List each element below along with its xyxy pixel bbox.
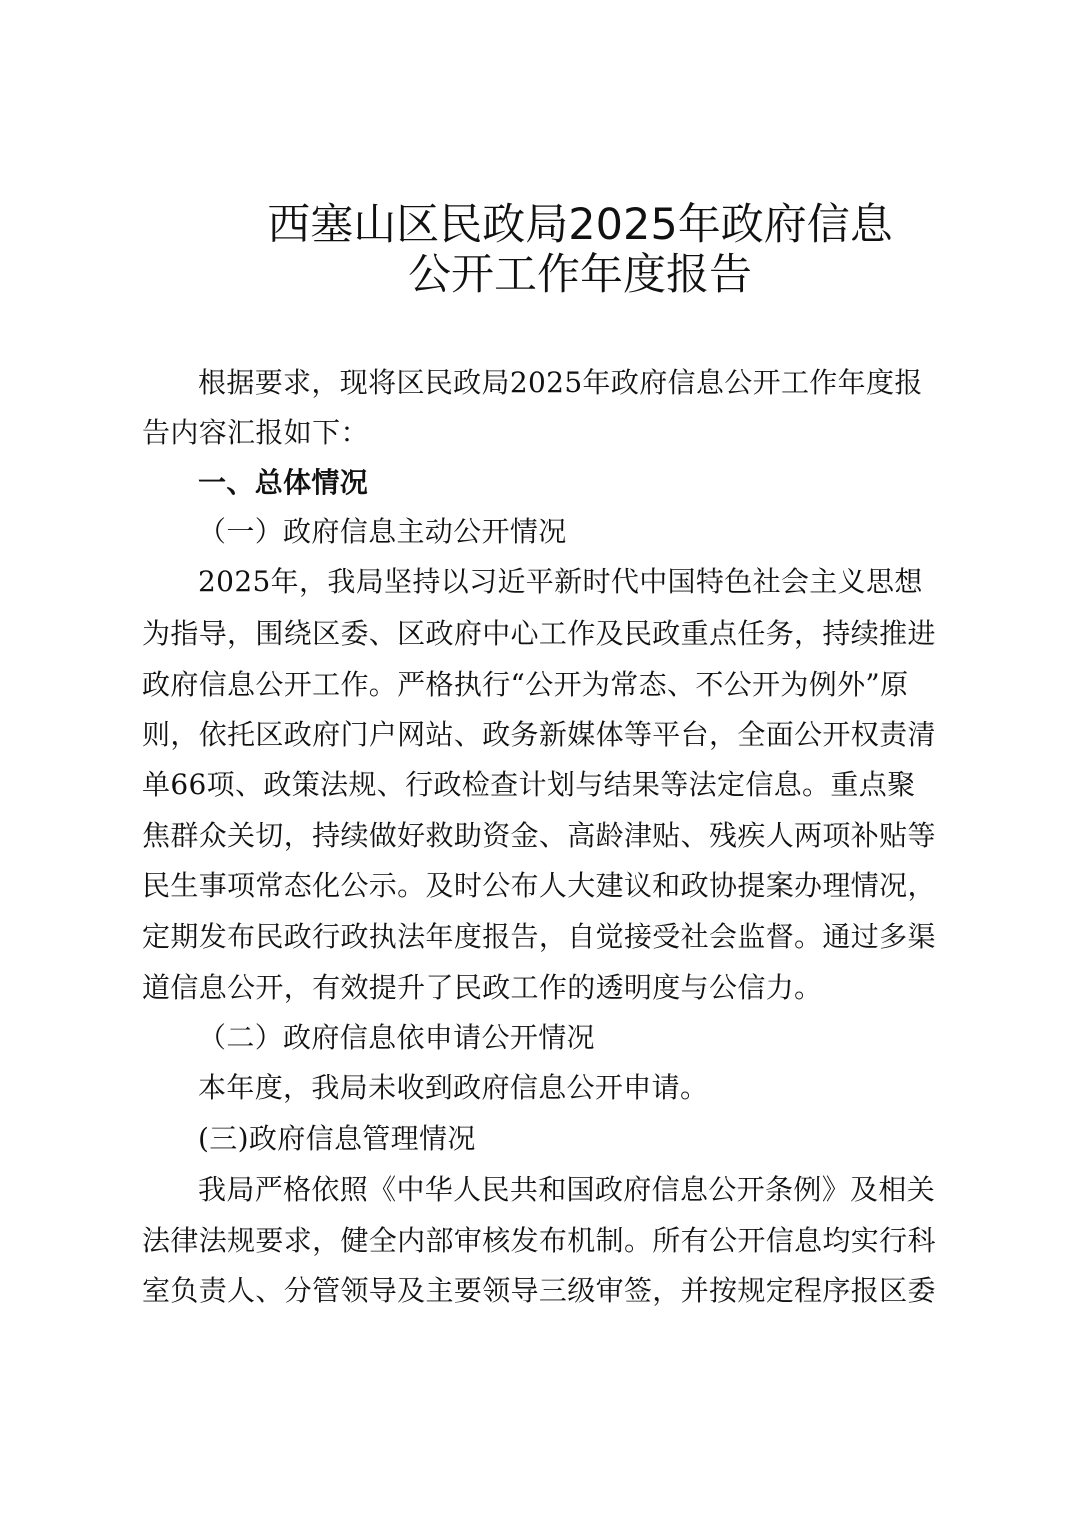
paragraph-line: 我局严格依照《中华人民共和国政府信息公开条例》及相关 — [198, 1173, 936, 1206]
subsection-heading: （二）政府信息依申请公开情况 — [198, 1021, 595, 1054]
paragraph-line: 单66项、政策法规、行政检查计划与结果等法定信息。重点聚 — [142, 768, 916, 801]
paragraph-line: 政府信息公开工作。严格执行“公开为常态、不公开为例外”原 — [142, 668, 909, 701]
title-line-1: 西塞山区民政局2025年政府信息 — [267, 200, 893, 250]
paragraph-line: 2025年，我局坚持以习近平新时代中国特色社会主义思想 — [198, 565, 923, 598]
paragraph-line: 民生事项常态化公示。及时公布人大建议和政协提案办理情况， — [142, 869, 936, 902]
paragraph-line: 本年度，我局未收到政府信息公开申请。 — [198, 1071, 709, 1104]
paragraph-line: 告内容汇报如下： — [142, 416, 369, 449]
paragraph-line: 室负责人、分管领导及主要领导三级审签，并按规定程序报区委 — [142, 1274, 936, 1307]
section-heading: 一、总体情况 — [198, 466, 369, 499]
subsection-heading: (三)政府信息管理情况 — [198, 1122, 476, 1155]
paragraph-line: 定期发布民政行政执法年度报告，自觉接受社会监督。通过多渠 — [142, 920, 936, 953]
paragraph-line: 法律法规要求，健全内部审核发布机制。所有公开信息均实行科 — [142, 1224, 936, 1257]
paragraph-line: 根据要求，现将区民政局2025年政府信息公开工作年度报 — [198, 366, 923, 399]
paragraph-line: 则，依托区政府门户网站、政务新媒体等平台，全面公开权责清 — [142, 718, 936, 751]
paragraph-line: 为指导，围绕区委、区政府中心工作及民政重点任务，持续推进 — [142, 617, 936, 650]
title-line-2: 公开工作年度报告 — [408, 250, 752, 300]
paragraph-line: 焦群众关切，持续做好救助资金、高龄津贴、残疾人两项补贴等 — [142, 819, 936, 852]
paragraph-line: 道信息公开，有效提升了民政工作的透明度与公信力。 — [142, 971, 823, 1004]
subsection-heading: （一）政府信息主动公开情况 — [198, 515, 567, 548]
